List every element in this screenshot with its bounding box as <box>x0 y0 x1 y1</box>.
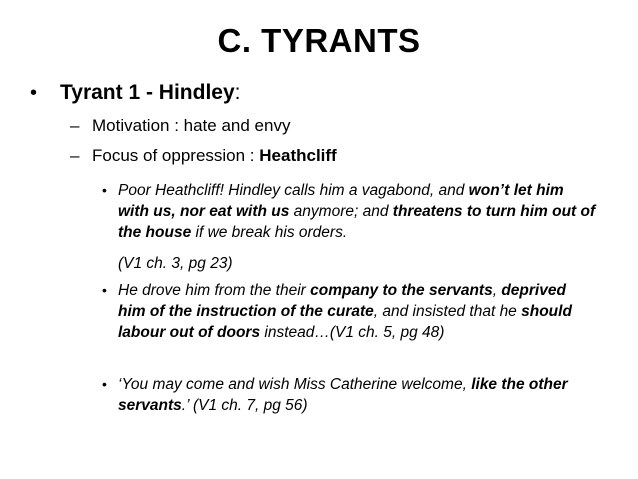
dash-icon: – <box>70 146 80 165</box>
quote-bold: should labour out of doors <box>118 303 572 341</box>
bullet-dot-icon: • <box>30 82 38 104</box>
quote-plain: if we break his orders. <box>191 224 348 241</box>
bullet-dot-icon: • <box>102 282 107 298</box>
sub-bullet-focus <box>70 145 337 167</box>
quote-plain: .’ (V1 ch. 7, pg 56) <box>181 397 308 414</box>
quote-plain: , <box>492 282 502 299</box>
quote-plain: instead…(V1 ch. 5, pg 48) <box>260 324 445 341</box>
quote-plain: Poor Heathcliff! Hindley calls him a vagabond, and <box>118 182 469 199</box>
quote-plain: He drove him from the their <box>118 282 311 299</box>
sub-bullet-text: Motivation : hate and envy <box>92 116 291 135</box>
quote-text <box>118 180 597 243</box>
quote-bold: like the other servants <box>118 376 568 414</box>
quote-bold: won’t let him with us, nor eat with us <box>118 182 564 220</box>
sub-bullet-motivation <box>70 115 290 137</box>
quote-bold: company to the servants <box>310 282 493 299</box>
quote-plain: anymore; and <box>289 203 393 220</box>
main-bullet <box>30 80 241 106</box>
quote-item-1 <box>102 180 597 243</box>
quote-bold: threatens to turn him out of the house <box>118 203 596 241</box>
quote-text <box>118 280 597 343</box>
slide-title: C. TYRANTS <box>217 22 421 59</box>
quote-bold: deprived him of the instruction of the curate <box>118 282 566 320</box>
dash-icon: – <box>70 116 80 135</box>
sub-bullet-bold: Heathcliff <box>259 146 337 165</box>
quote-text <box>118 374 597 416</box>
quote-plain: ‘You may come and wish Miss Catherine welcome, <box>118 376 472 393</box>
bullet-dot-icon: • <box>102 182 107 198</box>
sub-bullet-text: Focus of oppression : <box>92 146 260 165</box>
bullet-dot-icon: • <box>102 376 107 392</box>
main-bullet-suffix: : <box>234 81 241 104</box>
quote-item-2 <box>102 280 597 343</box>
quote-plain: , and insisted that he <box>373 303 522 320</box>
main-bullet-label: Tyrant 1 - Hindley <box>60 81 235 104</box>
quote-item-3 <box>102 374 597 416</box>
quote-citation-1: (V1 ch. 3, pg 23) <box>118 255 233 272</box>
